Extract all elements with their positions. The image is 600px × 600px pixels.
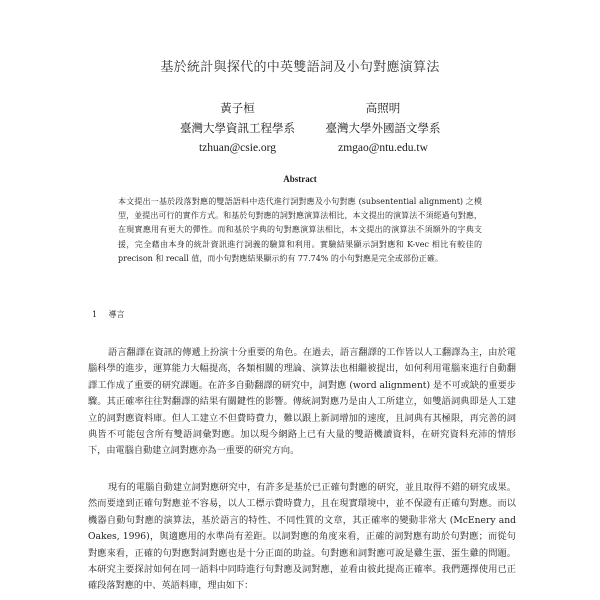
- author-email[interactable]: zmgao@ntu.edu.tw: [338, 142, 428, 154]
- section-number: 1: [92, 310, 98, 319]
- author-name: 黃子桓: [220, 101, 255, 115]
- author-affiliation: 臺灣大學資訊工程學系: [180, 121, 295, 135]
- body-paragraph-2: 現有的電腦自動建立詞對應研究中，有許多是基於已正確句對應的研究，並且取得不錯的研究成果。然而要達到正確句對應並不容易，以人工標示費時費力，且在現實環境中，並不保證有正確句對應。而以機器自動句對應的演算法，基於語言的特性、不同性質的文章，其正確率的變動非常大 (McEnery and Oakes, 1996)，與適應用的水準尚有差距。以詞對應的角度來看，正確的詞對應有助於句對應；而從句對應來看，正確的句對應對詞對應也是十分正面的助益。句對應和詞對應可說是雞生蛋、蛋生雞的問題。本研究主要探討如何在同一語料中同時進行句對應及詞對應，並看由彼此提高正確率。我們選擇使用已正確段落對應的中、英語料庫，理由如下：: [88, 482, 516, 592]
- author-2: [298, 98, 468, 158]
- author-name: 高照明: [365, 101, 401, 115]
- author-email[interactable]: tzhuan@csie.org: [198, 142, 277, 154]
- section-title: 導言: [108, 310, 125, 319]
- abstract-text: 本文提出一基於段落對應的雙語語料中迭代進行詞對應及小句對應 (subsentential alignment) 之模型，並提出可行的實作方式。和基於句對應的詞對應演算法相比，本文提出的演算法不須經過句對應，在現實應用有更大的彈性。而和基於字典的句對應演算法相比，本文提出的演算法不須額外的字典支援，完全藉由本身的統計資訊進行詞義的驗算和利用。實驗結果顯示詞對應和 K-vec 相比有較佳的 precison 和 recall 值，而小句對應結果顯示約有 77.74% 的小句對應是完全或部份正確。: [118, 197, 482, 263]
- body-paragraph-1: 語言翻譯在資訊的傳遞上扮演十分重要的角色。在過去，語言翻譯的工作皆以人工翻譯為主，由於電腦科學的進步，運算能力大幅提高，各類相關的理論、演算法也相繼被提出，如何利用電腦來進行自動翻譯工作成了重要的研究課題。在許多自動翻譯的研究中，詞對應 (word alignment) 是不可或缺的重要步驟。其正確率往往對翻譯的結果有關鍵性的影響。傳統詞對應乃是由人工所建立，如雙語詞典即是人工建立的詞對應資料庫。但人工建立不但費時費力，難以跟上新詞增加的速度，且詞典有其極限，再完善的詞典皆不可能包含所有雙語詞彙對應。加以現今網路上已有大量的雙語機讀資料，在研究資料充沛的情形下，由電腦自動建立詞對應亦為一重要的研究方向。: [88, 347, 516, 457]
- paper-title: 基於統計與探代的中英雙語詞及小句對應演算法: [160, 60, 440, 75]
- abstract-heading: Abstract: [283, 174, 317, 184]
- author-affiliation: 臺灣大學外國語文學系: [325, 121, 441, 135]
- section-heading: [92, 309, 125, 320]
